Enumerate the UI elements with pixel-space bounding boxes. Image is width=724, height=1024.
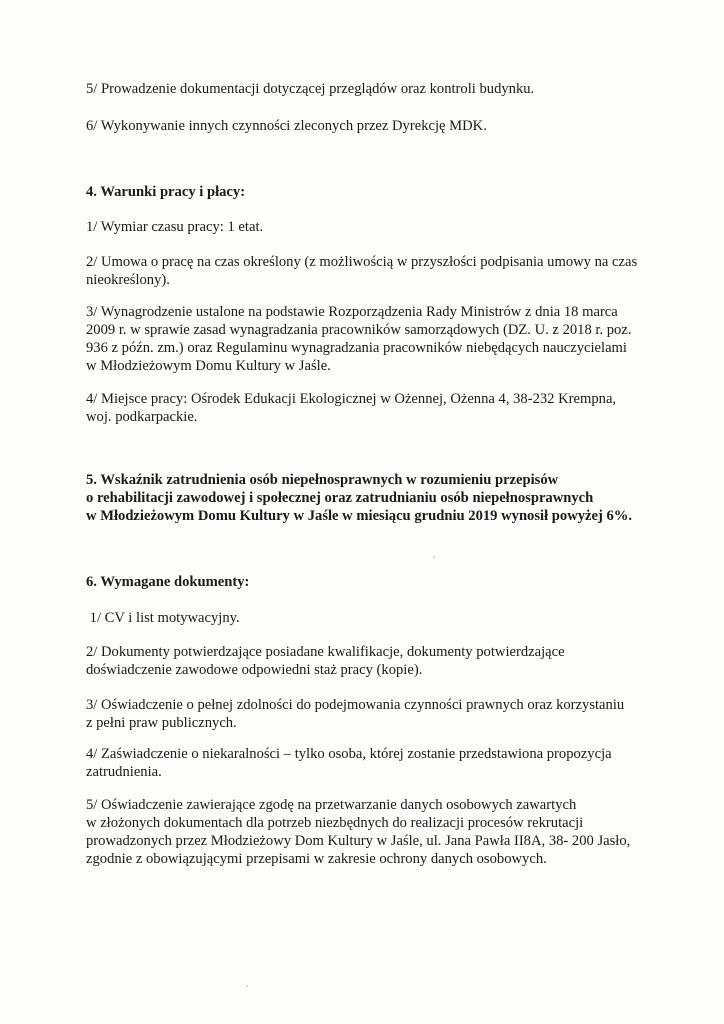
section-6-item-3 — [86, 696, 646, 732]
paragraph-line: 4/ Miejsce pracy: Ośrodek Edukacji Ekologicznej w Ożennej, Ożenna 4, 38-232 Krempna, — [86, 391, 617, 407]
section-4-item-2 — [86, 253, 646, 289]
list-item-5-documentation — [86, 80, 646, 98]
paragraph-line: 2/ Dokumenty potwierdzające posiadane kwalifikacje, dokumenty potwierdzające — [86, 644, 565, 660]
paragraph-line: zatrudnienia. — [86, 764, 162, 780]
paragraph-line: 2009 r. w sprawie zasad wynagradzania pracowników samorządowych (DZ. U. z 2018 r. poz. — [86, 322, 632, 338]
section-6-item-5 — [86, 796, 676, 868]
section-6-item-4 — [86, 745, 646, 781]
paragraph-line: woj. podkarpackie. — [86, 409, 198, 425]
paragraph-line: 2/ Umowa o pracę na czas określony (z możliwością w przyszłości podpisania umowy na czas — [86, 254, 638, 270]
paragraph-line: w Młodzieżowym Domu Kultury w Jaśle. — [86, 358, 331, 374]
paragraph-line: 5/ Oświadczenie zawierające zgodę na przetwarzanie danych osobowych zawartych — [86, 797, 577, 813]
paragraph-line: 4/ Zaświadczenie o niekaralności – tylko osoba, której zostanie przedstawiona propozycja — [86, 746, 612, 762]
paragraph-line: 5/ Prowadzenie dokumentacji dotyczącej przeglądów oraz kontroli budynku. — [86, 81, 535, 97]
list-item-6-other-tasks — [86, 117, 646, 135]
paragraph-line: w złożonych dokumentach dla potrzeb niezbędnych do realizacji procesów rekrutacji — [86, 815, 584, 831]
section-4-heading — [86, 183, 646, 201]
paragraph-line: z pełni praw publicznych. — [86, 715, 237, 731]
heading-text: 6. Wymagane dokumenty: — [86, 574, 250, 590]
section-4-item-4 — [86, 390, 646, 426]
paragraph-line: doświadczenie zawodowe odpowiedni staż pracy (kopie). — [86, 662, 423, 678]
paragraph-line: nieokreślony). — [86, 272, 170, 288]
paragraph-line: 1/ Wymiar czasu pracy: 1 etat. — [86, 219, 264, 235]
paragraph-line: 936 z późn. zm.) oraz Regulaminu wynagradzania pracowników niebędących nauczycielami — [86, 340, 627, 356]
paragraph-line: 6/ Wykonywanie innych czynności zleconych przez Dyrekcję MDK. — [86, 118, 487, 134]
section-6-item-1 — [86, 609, 646, 627]
heading-text: 4. Warunki pracy i płacy: — [86, 184, 246, 200]
scan-speck — [433, 556, 435, 558]
section-4-item-1 — [86, 218, 646, 236]
paragraph-line: o rehabilitacji zawodowej i społecznej oraz zatrudnianiu osób niepełnosprawnych — [86, 490, 594, 506]
section-4-item-3 — [86, 303, 646, 375]
section-6-item-2 — [86, 643, 646, 679]
section-5-statement — [86, 471, 686, 525]
paragraph-line: 1/ CV i list motywacyjny. — [86, 610, 240, 626]
paragraph-line: prowadzonych przez Młodzieżowy Dom Kultury w Jaśle, ul. Jana Pawła II8A, 38- 200 Jasło, — [86, 833, 631, 849]
paragraph-line: w Młodzieżowym Domu Kultury w Jaśle w miesiącu grudniu 2019 wynosił powyżej 6%. — [86, 508, 633, 524]
scan-speck — [246, 985, 248, 987]
paragraph-line: zgodnie z obowiązującymi przepisami w zakresie ochrony danych osobowych. — [86, 851, 547, 867]
paragraph-line: 5. Wskaźnik zatrudnienia osób niepełnosprawnych w rozumieniu przepisów — [86, 472, 559, 488]
paragraph-line: 3/ Wynagrodzenie ustalone na podstawie Rozporządzenia Rady Ministrów z dnia 18 marca — [86, 304, 618, 320]
section-6-heading — [86, 573, 646, 591]
paragraph-line: 3/ Oświadczenie o pełnej zdolności do podejmowania czynności prawnych oraz korzystaniu — [86, 697, 625, 713]
